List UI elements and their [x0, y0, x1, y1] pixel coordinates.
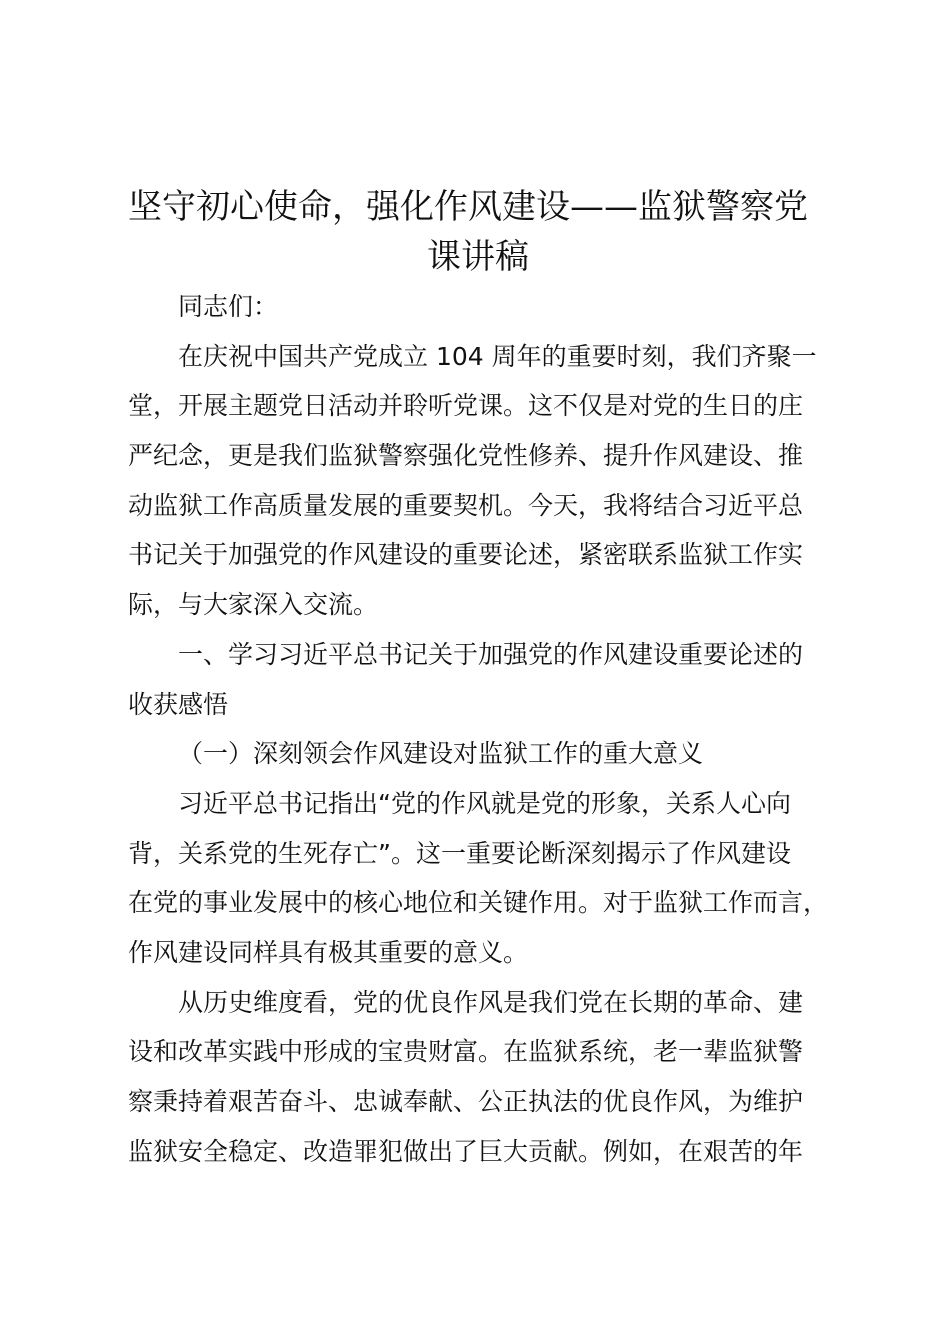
paragraph-line: 设和改革实践中形成的宝贵财富。在监狱系统，老一辈监狱警: [128, 1037, 804, 1067]
salutation: 同志们：: [178, 292, 279, 321]
paragraph-line: 动监狱工作高质量发展的重要契机。今天，我将结合习近平总: [128, 490, 804, 520]
paragraph-line: 背，关系党的生死存亡”。这一重要论断深刻揭示了作风建设: [128, 838, 791, 868]
section-heading-line: 一、学习习近平总书记关于加强党的作风建设重要论述的: [178, 639, 804, 669]
paragraph-line: 严纪念，更是我们监狱警察强化党性修养、提升作风建设、推: [128, 441, 804, 471]
paragraph-line: 书记关于加强党的作风建设的重要论述，紧密联系监狱工作实: [128, 540, 804, 570]
paragraph-line: 察秉持着艰苦奋斗、忠诚奉献、公正执法的优良作风，为维护: [128, 1087, 804, 1116]
paragraph-line: 习近平总书记指出“党的作风就是党的形象，关系人心向: [178, 788, 791, 818]
document-title: [128, 182, 828, 282]
paragraph-line: 监狱安全稳定、改造罪犯做出了巨大贡献。例如，在艰苦的年: [128, 1136, 804, 1166]
title-line-2: 课讲稿: [427, 237, 529, 277]
subsection-heading: （一）深刻领会作风建设对监狱工作的重大意义: [178, 739, 704, 769]
paragraph-line: 堂，开展主题党日活动并聆听党课。这不仅是对党的生日的庄: [128, 391, 804, 421]
paragraph-line: 从历史维度看，党的优良作风是我们党在长期的革命、建: [178, 987, 804, 1017]
document-body: [128, 282, 838, 1176]
section-heading-line: 收获感悟: [128, 689, 229, 719]
paragraph-line: 在庆祝中国共产党成立 104 周年的重要时刻，我们齐聚一: [178, 341, 817, 371]
paragraph-line: 在党的事业发展中的核心地位和关键作用。对于监狱工作而言，: [128, 888, 829, 918]
paragraph-line: 作风建设同样具有极其重要的意义。: [128, 937, 529, 967]
title-line-1: 坚守初心使命，强化作风建设——监狱警察党: [128, 187, 808, 227]
paragraph-line: 际，与大家深入交流。: [128, 590, 379, 620]
